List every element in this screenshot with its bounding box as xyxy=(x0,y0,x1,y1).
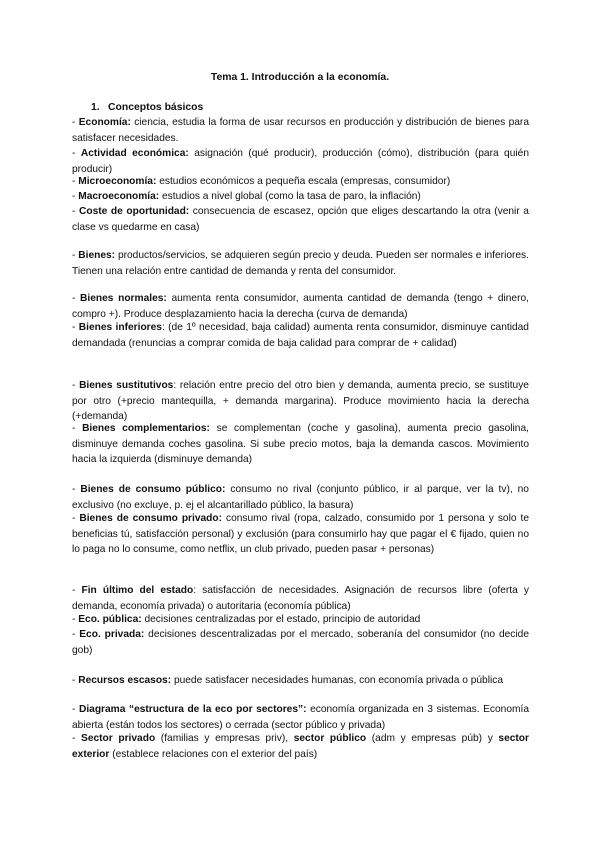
paragraph-diagrama: - Diagrama “estructura de la eco por sectores”: economía organizada en 3 sistemas. Economía abierta (están todos los sectores) o cerrada (sector público y privada) xyxy=(72,704,529,731)
document-title: Tema 1. Introducción a la economía. xyxy=(210,72,390,83)
term: Coste de oportunidad: xyxy=(79,206,190,217)
paragraph-bienes-normales: - Bienes normales: aumenta renta consumidor, aumenta cantidad de demanda (tengo + dinero, compro +). Produce desplazamiento hacia la derecha (curva de demanda) xyxy=(72,293,529,320)
paragraph-consumo-privado: - Bienes de consumo privado: consumo rival (ropa, calzado, consumido por 1 persona y solo te beneficias tú, satisfacción personal) y exclusión (para consumirlo hay que pagar el € fijado, quien no lo paga no lo consume, como netflix, un club privado, pueden pasar + personas) xyxy=(72,513,529,556)
term: Economía: xyxy=(78,117,131,128)
term: Microeconomía: xyxy=(78,176,157,187)
paragraph-fin-estado: - Fin último del estado: satisfacción de necesidades. Asignación de recursos libre (oferta y demanda, economía privada) o autoritaria (economía pública) xyxy=(72,585,529,612)
term: Bienes normales: xyxy=(80,293,167,304)
paragraph-sectores: - Sector privado (familias y empresas priv), sector público (adm y empresas púb) y sector exterior (establece relaciones con el exterior del país) xyxy=(72,733,529,760)
term: Bienes de consumo público: xyxy=(80,484,226,495)
term: Bienes: xyxy=(78,250,116,261)
term: Eco. privada: xyxy=(79,629,145,640)
term: Bienes sustitutivos xyxy=(79,380,174,391)
paragraph-bienes-inferiores: - Bienes inferiores: (de 1º necesidad, baja calidad) aumenta renta consumidor, disminuye cantidad demandada (renuncias a comprar comida de baja calidad para comprar de + calidad) xyxy=(72,322,529,349)
term: Fin último del estado xyxy=(81,585,194,596)
paragraph-bienes-sustitutivos: - Bienes sustitutivos: relación entre precio del otro bien y demanda, aumenta precio, se sustituye por otro (+precio mantequilla, + demanda margarina). Produce movimiento hacia la derecha (+demanda) xyxy=(72,380,529,423)
paragraph-economia: - Economía: ciencia, estudia la forma de usar recursos en producción y distribución de bienes para satisfacer necesidades. xyxy=(72,117,529,144)
section-heading xyxy=(91,100,203,116)
term: sector exterior xyxy=(72,733,529,760)
term: Bienes complementarios: xyxy=(82,423,210,434)
term: Recursos escasos: xyxy=(78,675,172,686)
paragraph-microeconomia: - Microeconomía: estudios económicos a pequeña escala (empresas, consumidor) xyxy=(72,176,451,187)
section-label: Conceptos básicos xyxy=(108,102,204,113)
paragraph-eco-publica: - Eco. pública: decisiones centralizadas por el estado, principio de autoridad xyxy=(72,614,421,625)
paragraph-recursos-escasos: - Recursos escasos: puede satisfacer necesidades humanas, con economía privada o pública xyxy=(72,675,503,686)
term: Diagrama “estructura de la eco por sectores”: xyxy=(78,704,307,715)
paragraph-eco-privada: - Eco. privada: decisiones descentralizadas por el mercado, soberanía del consumidor (no decide gob) xyxy=(72,629,529,656)
paragraph-bienes: - Bienes: productos/servicios, se adquieren según precio y deuda. Pueden ser normales e inferiores. Tienen una relación entre cantidad de demanda y renta del consumidor. xyxy=(72,250,529,277)
term: Eco. pública: xyxy=(78,614,142,625)
paragraph-consumo-publico: - Bienes de consumo público: consumo no rival (conjunto público, ir al parque, ver la tv), no exclusivo (no excluye, p. ej el alcantarillado público, la basura) xyxy=(72,484,529,511)
term: Sector privado xyxy=(81,733,156,744)
paragraph-coste-oportunidad: - Coste de oportunidad: consecuencia de escasez, opción que eliges descartando la otra (venir a clase vs quedarme en casa) xyxy=(72,206,529,233)
paragraph-actividad-economica: - Actividad económica: asignación (qué producir), producción (cómo), distribución (para quién producir) xyxy=(72,148,529,175)
term: sector público xyxy=(293,733,367,744)
term: Bienes de consumo privado: xyxy=(79,513,223,524)
term: Macroeconomía: xyxy=(78,191,160,202)
term: Bienes inferiores xyxy=(78,322,162,333)
paragraph-bienes-complementarios: - Bienes complementarios: se complementan (coche y gasolina), aumenta precio gasolina, disminuye demanda coches gasolina. Si sube precio motos, baja la demanda cascos. Movimiento hacia la izquierda (disminuye demanda) xyxy=(72,423,529,466)
section-number: 1. xyxy=(91,102,100,113)
term: Actividad económica: xyxy=(80,148,189,159)
paragraph-macroeconomia: - Macroeconomía: estudios a nivel global (como la tasa de paro, la inflación) xyxy=(72,191,421,202)
